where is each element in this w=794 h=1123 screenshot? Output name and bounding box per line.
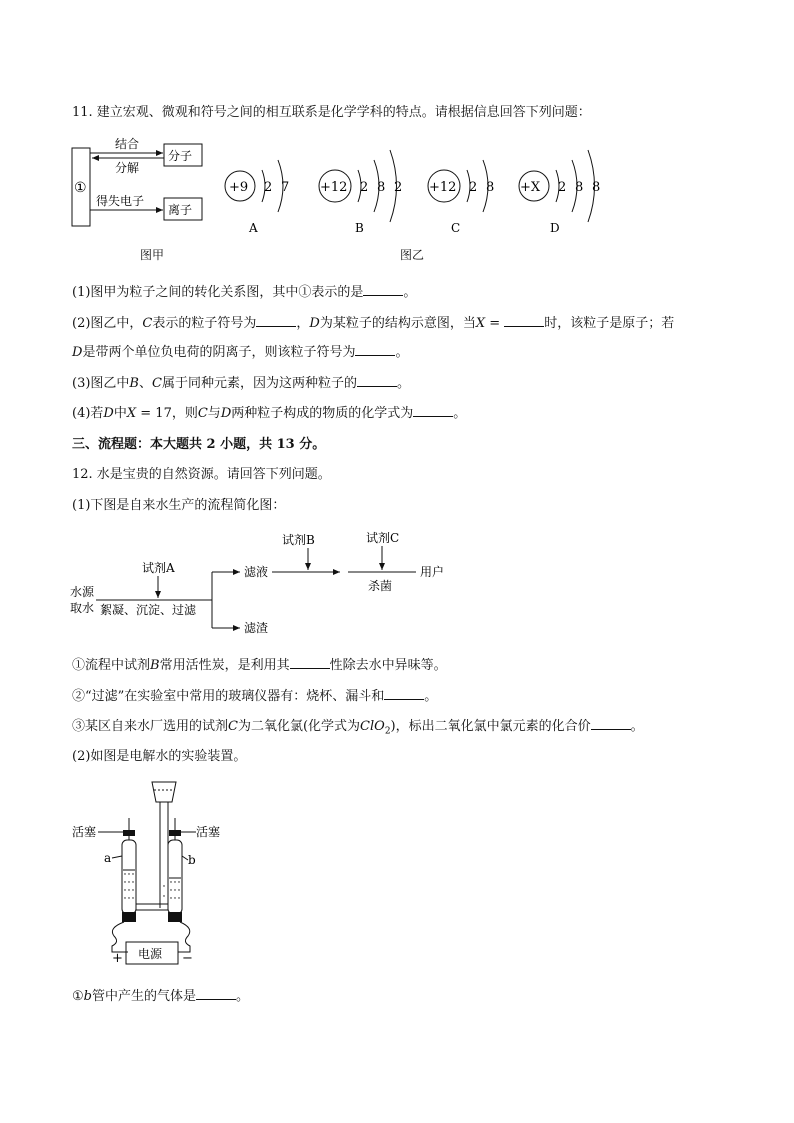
figure-jia-caption: 图甲 <box>140 248 165 262</box>
residue-label: 滤渣 <box>244 621 269 635</box>
water-source-label: 水源 <box>70 585 95 599</box>
q12-step-2: ②“过滤”在实验室中常用的玻璃仪器有：烧杯、漏斗和 。 <box>72 689 438 704</box>
atom-a-label: A <box>249 221 258 235</box>
answer-blank[interactable] <box>357 374 397 387</box>
electrolysis-apparatus <box>68 776 238 971</box>
filtrate-label: 滤液 <box>244 565 269 579</box>
atom-b-nucleus: +12 <box>320 180 348 195</box>
positive-terminal: + <box>112 951 123 966</box>
q11-part-2: (2)图乙中，C表示的粒子符号为 ，D为某粒子的结构示意图，当X = 时，该粒子是原子；若 <box>72 316 675 331</box>
atom-b-label: B <box>355 221 364 235</box>
atom-c-shell-2: 8 <box>486 180 495 195</box>
answer-blank[interactable] <box>196 987 236 1000</box>
atom-d-shell-2: 8 <box>575 180 584 195</box>
negative-terminal: − <box>182 951 193 966</box>
answer-blank[interactable] <box>290 656 330 669</box>
molecule-box-label: 分子 <box>168 149 193 163</box>
atom-b-shell-1: 2 <box>360 180 369 195</box>
q11-part-4: (4)若D中X = 17，则C与D两种粒子构成的物质的化学式为 。 <box>72 406 467 421</box>
atom-c-label: C <box>451 221 461 235</box>
q11-part-1: (1)图甲为粒子之间的转化关系图，其中①表示的是 。 <box>72 285 417 300</box>
figure-jia <box>68 134 218 234</box>
atom-a-shell-2: 7 <box>281 180 290 195</box>
treatment-steps-label: 絮凝、沉淀、过滤 <box>100 603 197 617</box>
q12-step-4: ①b管中产生的气体是 。 <box>72 989 250 1004</box>
atom-a-nucleus: +9 <box>229 180 249 195</box>
q12-part-1-intro: (1)下图是自来水生产的流程简化图： <box>72 498 286 513</box>
reagent-b-label: 试剂B <box>282 533 315 547</box>
atom-d-label: D <box>550 221 560 235</box>
tube-a-label: a <box>104 851 112 865</box>
answer-blank[interactable] <box>355 343 395 356</box>
q11-stem: 11. 建立宏观、微观和符号之间的相互联系是化学学科的特点。请根据信息回答下列问题： <box>72 105 591 120</box>
tube-b-label: b <box>188 853 196 867</box>
answer-blank[interactable] <box>256 314 296 327</box>
stopcock-right-label: 活塞 <box>196 825 221 839</box>
q12-step-1: ①流程中试剂B常用活性炭，是利用其 性除去水中异味等。 <box>72 658 447 673</box>
atom-d <box>519 150 600 235</box>
q12-part-2-intro: (2)如图是电解水的实验装置。 <box>72 749 247 764</box>
sterilize-label: 杀菌 <box>368 579 393 593</box>
q11-part-3: (3)图乙中B、C属于同种元素，因为这两种粒子的 。 <box>72 376 410 391</box>
answer-blank[interactable] <box>413 404 453 417</box>
atom-b-shell-2: 8 <box>377 180 386 195</box>
user-label: 用户 <box>420 565 445 579</box>
atom-a-shell-1: 2 <box>264 180 273 195</box>
figure-yi-caption: 图乙 <box>400 248 425 262</box>
reagent-c-label: 试剂C <box>366 531 400 545</box>
answer-blank[interactable] <box>384 687 424 700</box>
atom-d-nucleus: +X <box>520 180 541 195</box>
ion-box-label: 离子 <box>168 203 193 217</box>
atom-d-shell-1: 2 <box>558 180 567 195</box>
atom-a <box>225 160 289 235</box>
answer-blank[interactable] <box>504 314 544 327</box>
reagent-a-label: 试剂A <box>142 561 175 575</box>
q12-stem: 12. 水是宝贵的自然资源。请回答下列问题。 <box>72 467 331 482</box>
answer-blank[interactable] <box>591 717 631 730</box>
gain-lose-label: 得失电子 <box>96 194 145 208</box>
combine-label: 结合 <box>115 137 140 151</box>
atom-c <box>428 160 494 235</box>
q12-step-3: ③某区自来水厂选用的试剂C为二氧化氯(化学式为ClO$_2$)，标出二氧化氯中氯元素的化合价 。 <box>72 719 644 737</box>
figure-jia-circle-label: ① <box>74 180 87 196</box>
water-flow-chart <box>68 528 488 643</box>
atom-b-shell-3: 2 <box>394 180 403 195</box>
figure-yi <box>220 140 620 240</box>
section-heading: 三、流程题：本大题共 2 小题，共 13 分。 <box>72 437 326 452</box>
power-supply-label: 电源 <box>138 947 163 961</box>
answer-blank[interactable] <box>363 283 403 296</box>
take-water-label: 取水 <box>70 601 95 615</box>
atom-c-shell-1: 2 <box>469 180 478 195</box>
atom-c-nucleus: +12 <box>429 180 457 195</box>
decompose-label: 分解 <box>115 161 140 175</box>
q11-part-2-cont: D是带两个单位负电荷的阴离子，则该粒子符号为 。 <box>72 345 409 360</box>
atom-d-shell-3: 8 <box>592 180 601 195</box>
stopcock-left-label: 活塞 <box>72 825 97 839</box>
atom-b <box>319 150 402 235</box>
